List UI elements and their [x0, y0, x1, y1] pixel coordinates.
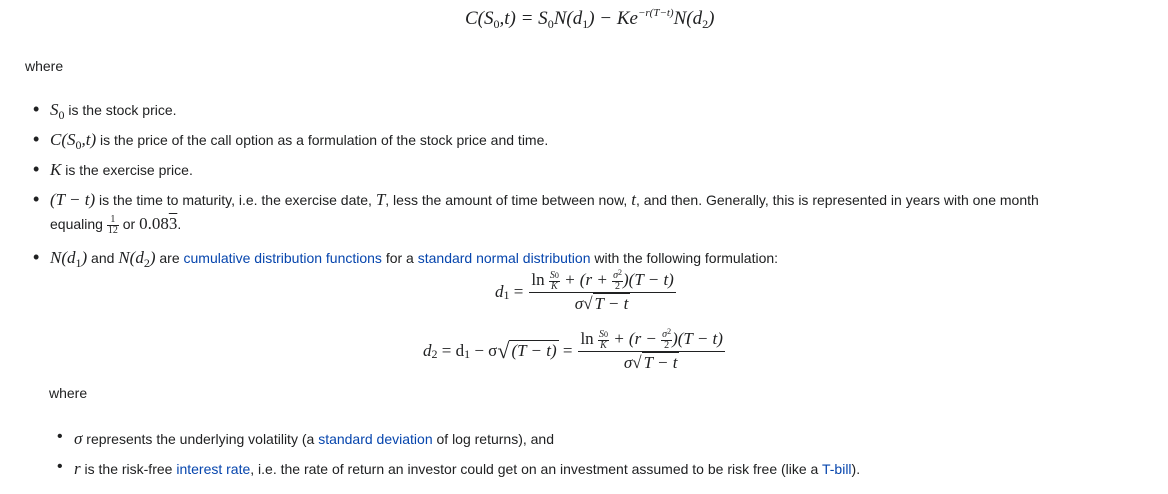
black-scholes-formula: $C(S_0,t) = S_0N(d_1) - Ke^{-r(T-t)}N(d_2)$	[465, 7, 715, 31]
link-t-bill[interactable]: T-bill	[821, 461, 852, 477]
list-item: • σ represents the underlying volatility (a standard deviation of log returns), and	[74, 429, 554, 449]
link-cumulative-distribution-functions[interactable]: cumulative distribution functions	[183, 250, 382, 266]
fraction: $\frac{1}{12}$	[107, 213, 118, 236]
link-interest-rate[interactable]: interest rate	[176, 461, 251, 477]
where-label: where	[25, 58, 64, 74]
list-item: • K is the exercise price.	[50, 160, 193, 180]
list-item: • (T − t) is the time to maturity, i.e. the exercise date, T, less the amount of time between now, t, and then. Generally, this is represented in years with one month	[50, 190, 1039, 210]
list-item: • C(S0,t) is the price of the call option as a formulation of the stock price and time.	[50, 130, 548, 150]
list-item-continuation: equaling $\frac{1}{12}$ or 0.083.	[50, 213, 182, 236]
d1-formula: $d_1$ = ln $\frac{S0}{K}$ + (r + $\frac{\sigma^2}{2}$ )(T − t) σ√ T − t	[495, 267, 674, 313]
link-standard-deviation[interactable]: standard deviation	[318, 431, 433, 447]
list-item: • S0 is the stock price.	[50, 100, 177, 120]
where-label: where	[49, 385, 88, 401]
d2-formula: $d_2 = d_1 - \sigma√$ (T − t) = ln $\frac{S0}{K}$ + (r − $\frac{\sigma^2}{2}$ )(T − t) σ√ T − t	[423, 326, 723, 372]
list-item: • N(d1) and N(d2) are cumulative distribution functions for a standard normal distribution with the following formulation:	[50, 248, 778, 268]
link-standard-normal-distribution[interactable]: standard normal distribution	[417, 250, 591, 266]
list-item: • r is the risk-free interest rate, i.e. the rate of return an investor could get on an investment assumed to be risk free (like a T-bill).	[74, 459, 860, 479]
